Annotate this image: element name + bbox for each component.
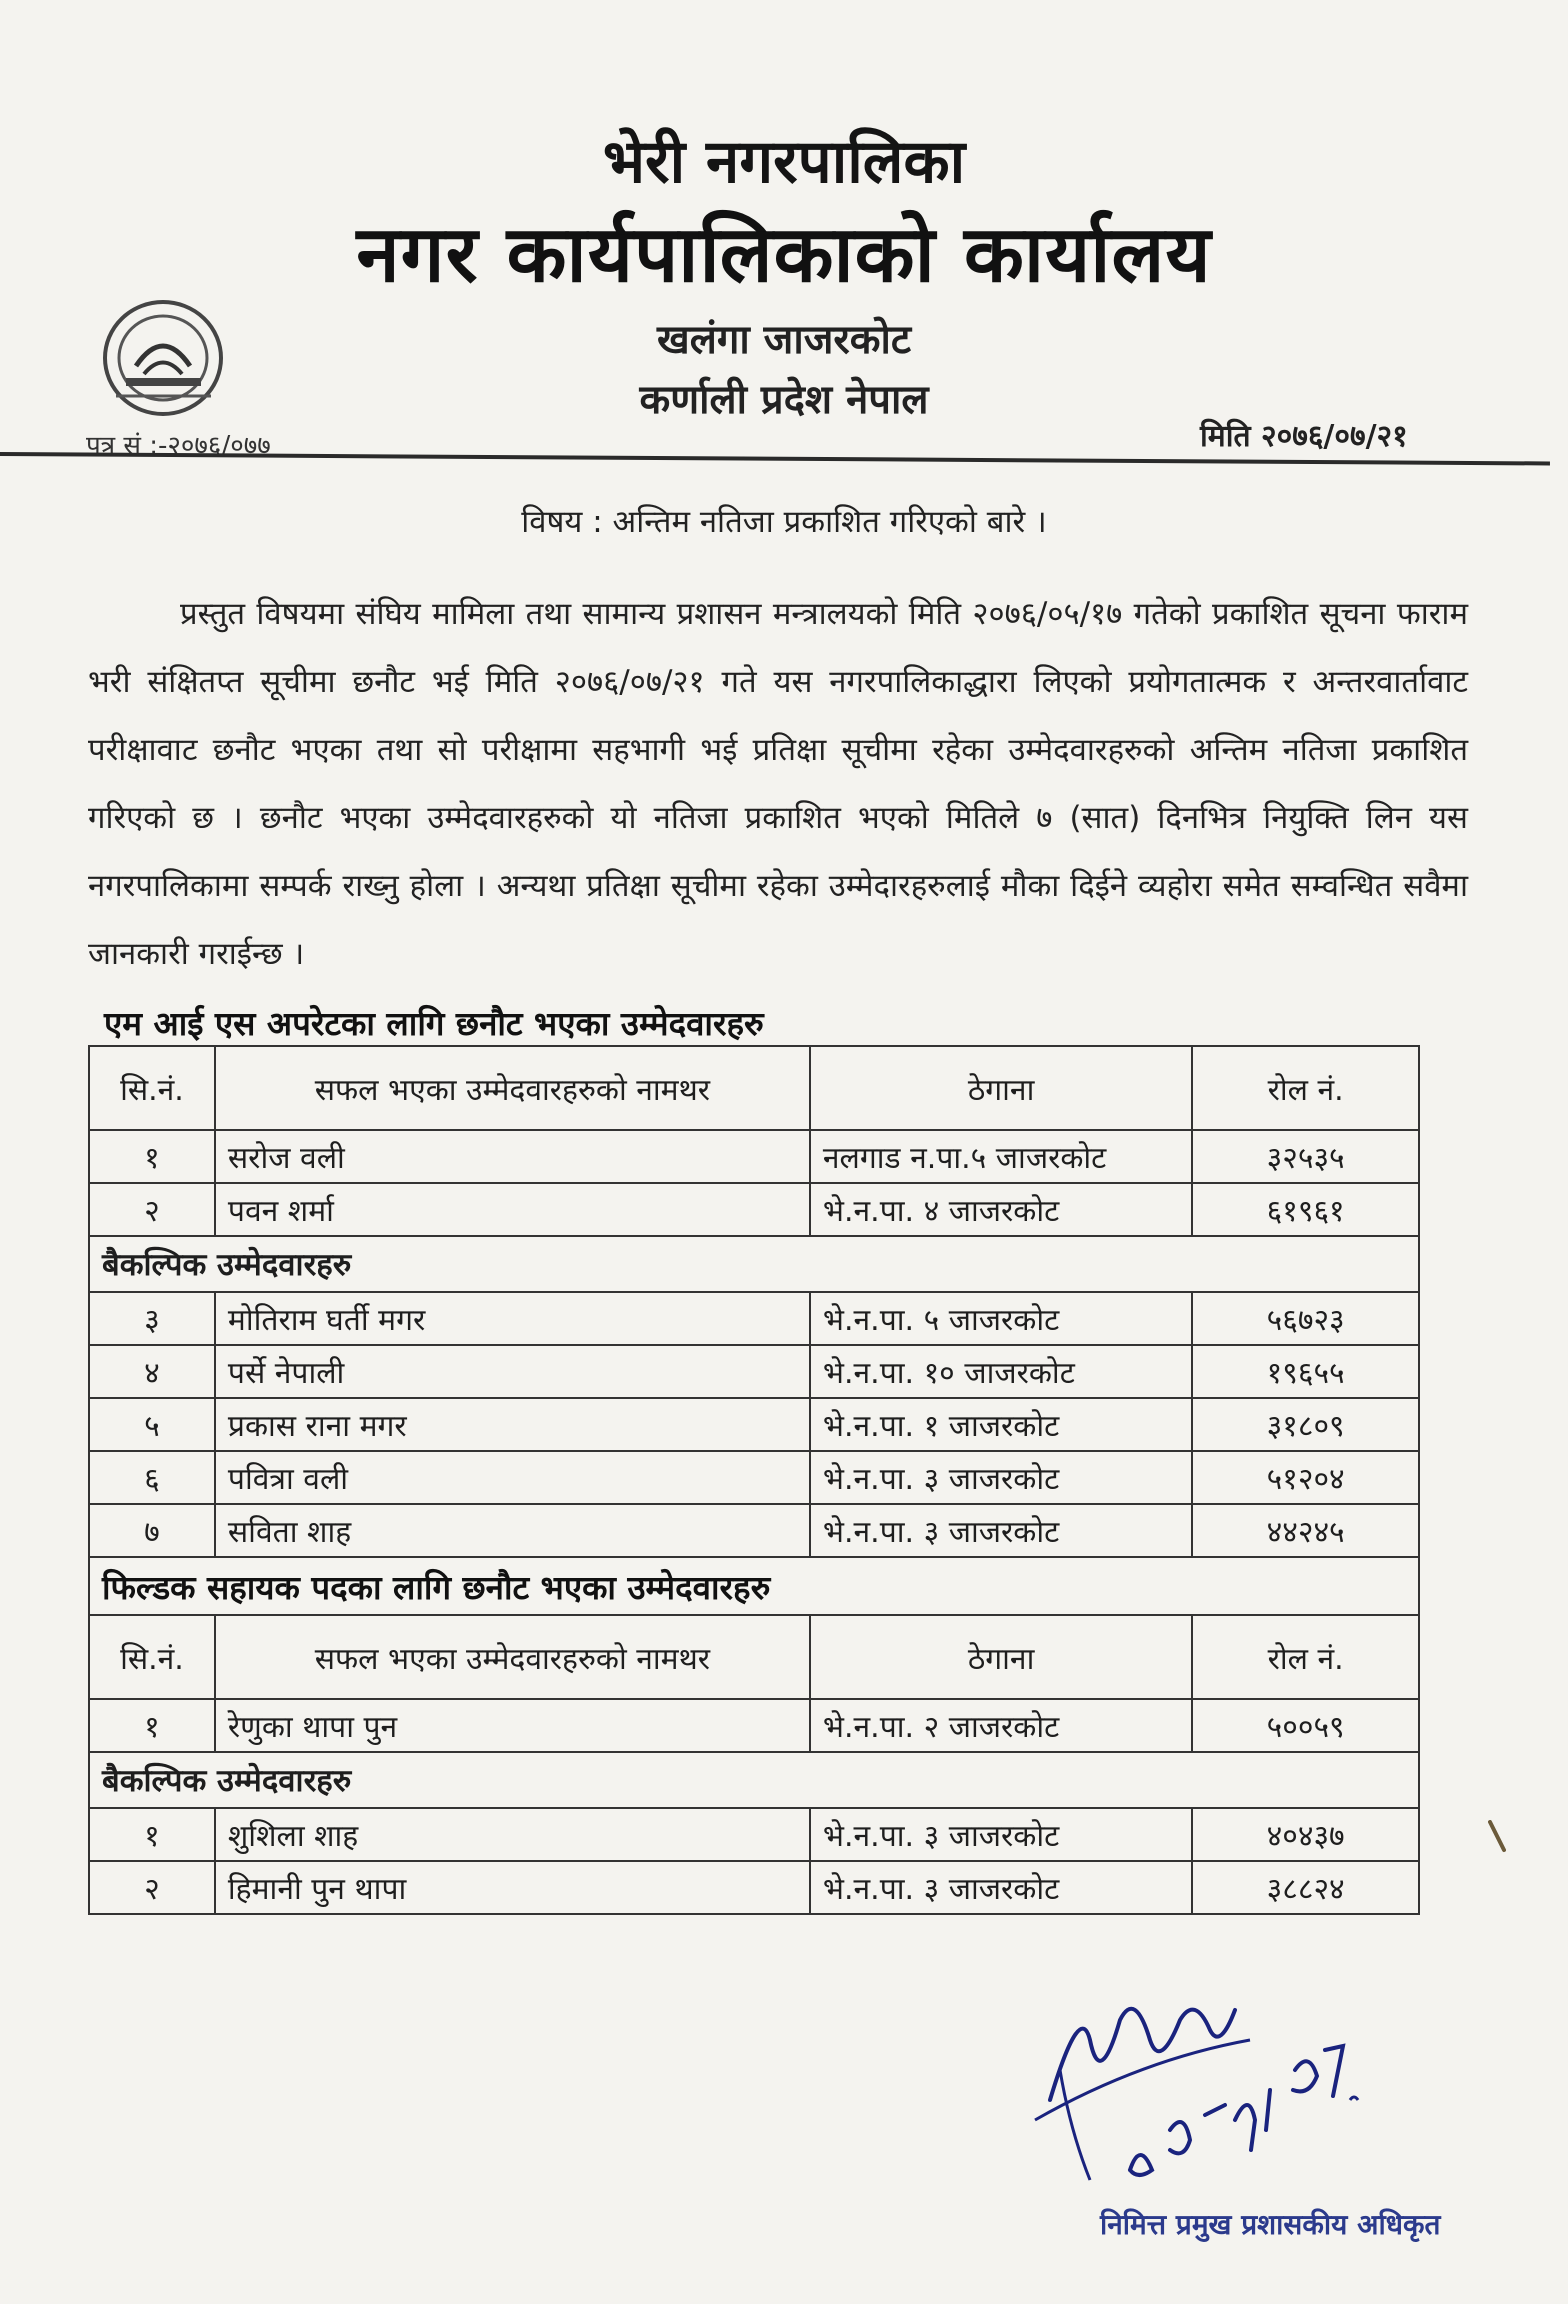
cell-roll: ५००५९ (1192, 1699, 1419, 1752)
table-row (89, 1699, 1419, 1752)
cell-roll: ५१२०४ (1192, 1451, 1419, 1504)
body-text: प्रस्तुत विषयमा संघिय मामिला तथा सामान्य प्रशासन मन्त्रालयको मिति २०७६/०५/१७ गतेको प्रकाशित सूचना फाराम भरी संक्षितप्त सूचीमा छनौट भई मिति २०७६/०७/२१ गते यस नगरपालिकाद्धारा लिएको प्रयोगतात्मक र अन्तरवार्तावाट परीक्षावाट छनौट भएका तथा सो परीक्षामा सहभागी भई प्रतिक्षा सूचीमा रहेका उम्मेदवारहरुको अन्तिम नतिजा प्रकाशित गरिएको छ । छनौट भएका उम्मेदवारहरुको यो नतिजा प्रकाशित भएको मितिले ७ (सात) दिनभित्र नियुक्ति लिन यस नगरपालिकामा सम्पर्क राख्नु होला । अन्यथा प्रतिक्षा सूचीमा रहेका उम्मेदारहरुलाई मौका दिईने व्यहोरा समेत सम्वन्धित सवैमा जानकारी गराईन्छ । (88, 596, 1468, 972)
table-row (89, 1345, 1419, 1398)
cell-roll: ५६७२३ (1192, 1292, 1419, 1345)
cell-sn: २ (89, 1183, 215, 1236)
cell-roll: ४०४३७ (1192, 1808, 1419, 1861)
office-name: नगर कार्यपालिकाको कार्यालय (356, 210, 1212, 300)
section2-title-row (89, 1557, 1419, 1615)
subject-line: विषय : अन्तिम नतिजा प्रकाशित गरिएको बारे । (521, 504, 1047, 540)
alternate-candidates-label: बैकल्पिक उम्मेदवारहरु (89, 1236, 1419, 1292)
table-row (89, 1808, 1419, 1861)
cell-address: भे.न.पा. ४ जाजरकोट (810, 1183, 1192, 1236)
cell-name: पवन शर्मा (215, 1183, 810, 1236)
results-table (88, 1045, 1420, 1915)
cell-sn: ४ (89, 1345, 215, 1398)
cell-sn: ६ (89, 1451, 215, 1504)
cell-sn: ५ (89, 1398, 215, 1451)
section2-title: फिल्डक सहायक पदका लागि छनौट भएका उम्मेदवारहरु (89, 1557, 1419, 1615)
cell-roll: ३८८२४ (1192, 1861, 1419, 1914)
cell-name: रेणुका थापा पुन (215, 1699, 810, 1752)
section2-header-row (89, 1615, 1419, 1699)
column-header-sn: सि.नं. (89, 1615, 215, 1699)
cell-address: भे.न.पा. २ जाजरकोट (810, 1699, 1192, 1752)
column-header-name: सफल भएका उम्मेदवारहरुको नामथर (215, 1615, 810, 1699)
table-row (89, 1292, 1419, 1345)
table-row (89, 1861, 1419, 1914)
table-row (89, 1504, 1419, 1557)
column-header-address: ठेगाना (810, 1046, 1192, 1130)
section1-title: एम आई एस अपरेटका लागि छनौट भएका उम्मेदवारहरु (104, 1004, 764, 1043)
cell-name: सरोज वली (215, 1130, 810, 1183)
cell-name: पर्से नेपाली (215, 1345, 810, 1398)
cell-address: नलगाड न.पा.५ जाजरकोट (810, 1130, 1192, 1183)
cell-name: शुशिला शाह (215, 1808, 810, 1861)
cell-address: भे.न.पा. ३ जाजरकोट (810, 1451, 1192, 1504)
column-header-roll: रोल नं. (1192, 1046, 1419, 1130)
cell-sn: १ (89, 1699, 215, 1752)
nepal-emblem-icon (96, 296, 231, 421)
alternate-candidates-row (89, 1752, 1419, 1808)
cell-sn: ३ (89, 1292, 215, 1345)
municipality-name: भेरी नगरपालिका (602, 127, 966, 197)
cell-name: पवित्रा वली (215, 1451, 810, 1504)
column-header-name: सफल भएका उम्मेदवारहरुको नामथर (215, 1046, 810, 1130)
table-row (89, 1398, 1419, 1451)
body-paragraph (88, 580, 1468, 988)
column-header-sn: सि.नं. (89, 1046, 215, 1130)
cell-sn: १ (89, 1130, 215, 1183)
ink-mark (1488, 1820, 1506, 1854)
cell-sn: १ (89, 1808, 215, 1861)
cell-roll: ६१९६१ (1192, 1183, 1419, 1236)
column-header-roll: रोल नं. (1192, 1615, 1419, 1699)
alternate-candidates-row (89, 1236, 1419, 1292)
cell-sn: ७ (89, 1504, 215, 1557)
reference-number: पत्र सं :-२०७६/०७७ (86, 431, 271, 461)
cell-address: भे.न.पा. ३ जाजरकोट (810, 1861, 1192, 1914)
cell-roll: ३१८०९ (1192, 1398, 1419, 1451)
letter-date: मिति २०७६/०७/२१ (1200, 419, 1408, 454)
cell-name: मोतिराम घर्ती मगर (215, 1292, 810, 1345)
province-name: कर्णाली प्रदेश नेपाल (639, 377, 929, 423)
cell-sn: २ (89, 1861, 215, 1914)
cell-name: सविता शाह (215, 1504, 810, 1557)
cell-roll: ३२५३५ (1192, 1130, 1419, 1183)
cell-name: प्रकास राना मगर (215, 1398, 810, 1451)
cell-name: हिमानी पुन थापा (215, 1861, 810, 1914)
cell-roll: ४४२४५ (1192, 1504, 1419, 1557)
cell-address: भे.न.पा. १० जाजरकोट (810, 1345, 1192, 1398)
cell-address: भे.न.पा. ३ जाजरकोट (810, 1808, 1192, 1861)
cell-roll: १९६५५ (1192, 1345, 1419, 1398)
column-header-address: ठेगाना (810, 1615, 1192, 1699)
table-row (89, 1451, 1419, 1504)
alternate-candidates-label: बैकल्पिक उम्मेदवारहरु (89, 1752, 1419, 1808)
cell-address: भे.न.पा. १ जाजरकोट (810, 1398, 1192, 1451)
section1-header-row (89, 1046, 1419, 1130)
handwritten-signature (1020, 1980, 1400, 2220)
table-row (89, 1130, 1419, 1183)
signatory-stamp: निमित्त प्रमुख प्रशासकीय अधिकृत (1100, 2208, 1441, 2241)
office-location: खलंगा जाजरकोट (657, 317, 911, 363)
table-row (89, 1183, 1419, 1236)
cell-address: भे.न.पा. ५ जाजरकोट (810, 1292, 1192, 1345)
cell-address: भे.न.पा. ३ जाजरकोट (810, 1504, 1192, 1557)
